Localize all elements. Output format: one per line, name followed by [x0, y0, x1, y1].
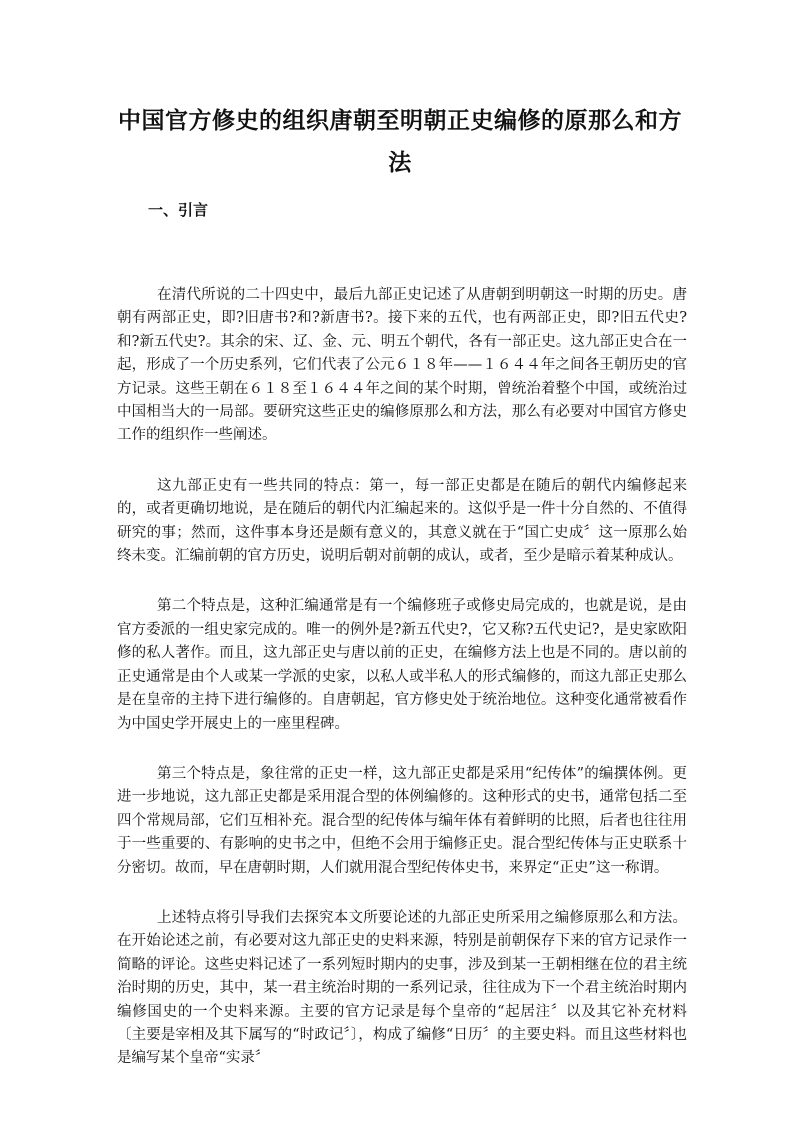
body-text — [117, 284, 687, 1098]
paragraph-3: 第二个特点是，这种汇编通常是有一个编修班子或修史局完成的，也就是说，是由官方委派的一组史家完成的。唯一的例外是?新五代史?，它又称?五代史记?，是史家欧阳修的私人著作。而且，这九部正史与唐以前的正史，在编修方法上也是不同的。唐以前的正史通常是由个人或某一学派的史家，以私人或半私人的形式编修的，而这九部正史那么是在皇帝的主持下进行编修的。自唐朝起，官方修史处于统治地位。这种变化通常被看作为中国史学开展史上的一座里程碑。 — [117, 598, 687, 732]
paragraph-4: 第三个特点是，象往常的正史一样，这九部正史都是采用“纪传体”的编撰体例。更进一步地说，这九部正史都是采用混合型的体例编修的。这种形式的史书，通常包括二至四个常规局部，它们互相补充。混合型的纪传体与编年体有着鲜明的比照，后者也往往用于一些重要的、有影响的史书之中，但绝不会用于编修正史。混合型纪传体与正史联系十分密切。故而，早在唐朝时期，人们就用混合型纪传体史书，来界定“正史”这一称谓。 — [117, 765, 687, 876]
section-heading: 一、引言 — [148, 201, 209, 219]
document-title: 中国官方修史的组织唐朝至明朝正史编修的原那么和方法 — [118, 108, 682, 176]
paragraph-1: 在清代所说的二十四史中，最后九部正史记述了从唐朝到明朝这一时期的历史。唐朝有两部正史，即?旧唐书?和?新唐书?。接下来的五代，也有两部正史，即?旧五代史?和?新五代史?。其余的宋、辽、金、元、明五个朝代，各有一部正史。这九部正史合在一起，形成了一个历史系列，它们代表了公元６１８年——１６４４年之间各王朝历史的官方记录。这些王朝在６１８至１６４４年之间的某个时期，曾统治着整个中国，或统治过中国相当大的一局部。要研究这些正史的编修原那么和方法，那么有必要对中国官方修史工作的组织作一些阐述。 — [117, 287, 687, 444]
paragraph-5: 上述特点将引导我们去探究本文所要论述的九部正史所采用之编修原那么和方法。在开始论述之前，有必要对这九部正史的史料来源，特别是前朝保存下来的官方记录作一简略的评论。这些史料记述了一系列短时期内的史事，涉及到某一王朝相继在位的君主统治时期的历史，其中，某一君主统治时期的一系列记录，往往成为下一个君主统治时期内编修国史的一个史料来源。主要的官方记录是每个皇帝的“起居注〞以及其它补充材料〔主要是宰相及其下属写的“时政记〞〕，构成了编修“日历〞的主要史料。而且这些材料也是编写某个皇帝“实录〞 — [117, 909, 687, 1067]
paragraph-2: 这九部正史有一些共同的特点：第一，每一部正史都是在随后的朝代内编修起来的，或者更确切地说，是在随后的朝代内汇编起来的。这似乎是一件十分自然的、不值得研究的事；然而，这件事本身还是颇有意义的，其意义就在于“国亡史成〞这一原那么始终未变。汇编前朝的官方历史，说明后朝对前朝的成认，或者，至少是暗示着某种成认。 — [117, 477, 687, 565]
